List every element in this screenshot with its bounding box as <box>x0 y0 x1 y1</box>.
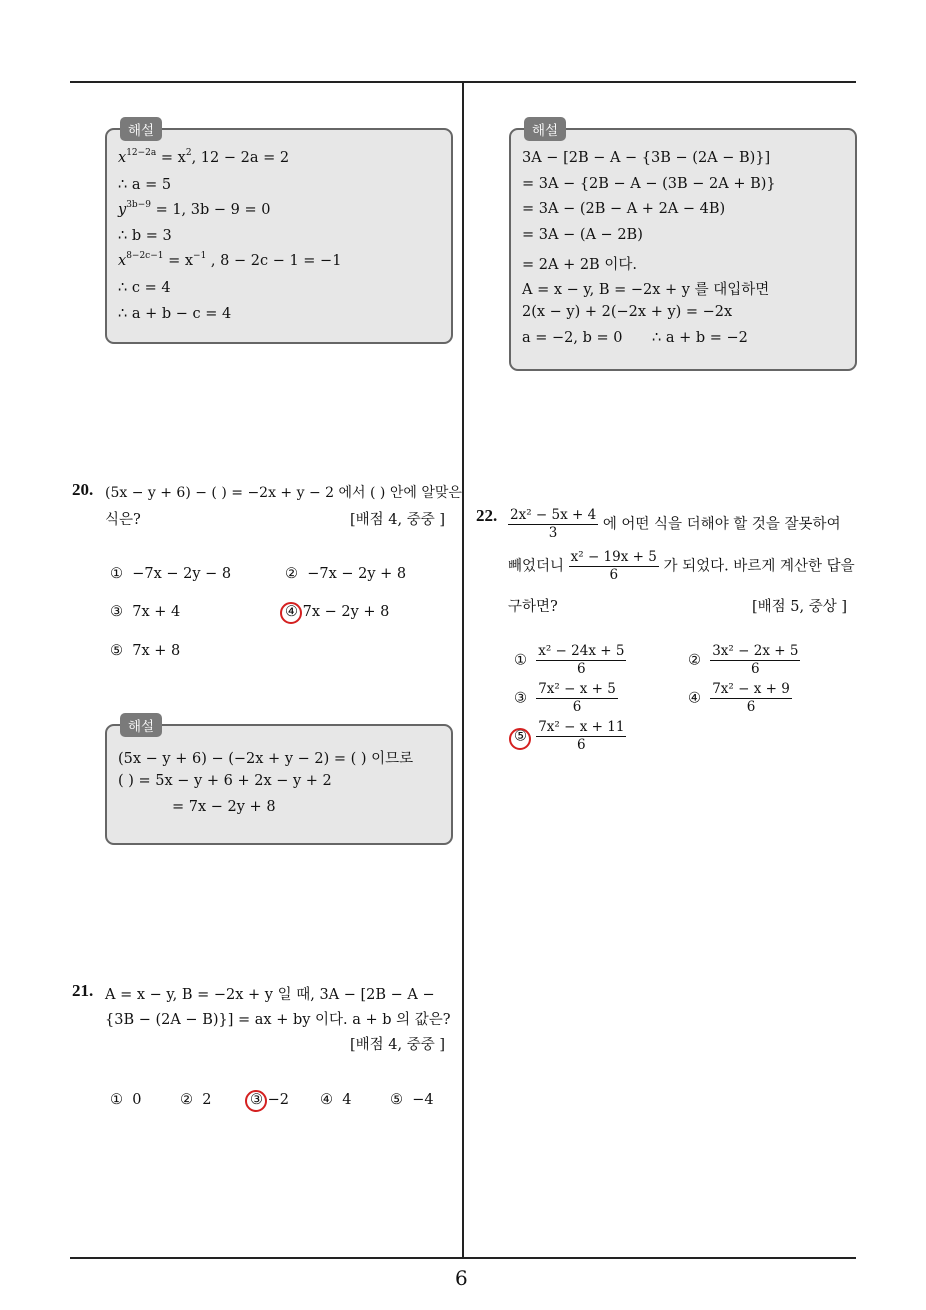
q21-choice-3[interactable]: ③ −2 <box>250 1092 289 1108</box>
solution-label: 해설 <box>120 713 162 737</box>
q22-text-3: 구하면? <box>508 599 558 615</box>
q22-fraction-1: $\frac{\text{2x² − 5x + 4}}{3}$ <box>510 507 597 541</box>
solr-line-8a: a = −2, b = 0 <box>522 330 623 346</box>
solr-line-3: = 3A − (2B − A + 2A − 4B) <box>522 201 726 217</box>
page-number: 6 <box>455 1266 468 1290</box>
q20-text-1: (5x − y + 6) − ( ) = −2x + y − 2 에서 ( ) 안에 알맞은 <box>105 485 462 501</box>
q21-selected-mark <box>245 1090 267 1112</box>
solr-line-8b: ∴ a + b = −2 <box>652 330 748 346</box>
solr-line-5: = 2A + 2B 이다. <box>522 257 637 273</box>
question-number: 21. <box>72 981 94 1000</box>
sol19-line-7: ∴ a + b − c = 4 <box>118 306 232 322</box>
sol19-line-3: $y^{3b-9} = 1$, 3b − 9 = 0 <box>118 200 271 218</box>
sol20-line-1: (5x − y + 6) − (−2x + y − 2) = ( ) 이므로 <box>118 751 414 767</box>
q21-text-2: {3B − (2A − B)}] = ax + by 이다. a + b 의 값은? <box>105 1012 451 1028</box>
solution-label: 해설 <box>524 117 566 141</box>
column-divider <box>462 83 464 1258</box>
q22-choice-1[interactable]: ① $\frac{\text{x² − 24x + 5}}{6}$ <box>514 643 625 677</box>
question-number: 22. <box>476 506 498 525</box>
q22-choice-4[interactable]: ④ $\frac{\text{7x² − x + 9}}{6}$ <box>688 681 790 715</box>
q20-choice-4[interactable]: ④ 7x − 2y + 8 <box>285 604 390 620</box>
solr-line-6: A = x − y, B = −2x + y 를 대입하면 <box>522 282 770 298</box>
solr-line-4: = 3A − (A − 2B) <box>522 227 643 243</box>
q22-choice-3[interactable]: ③ $\frac{\text{7x² − x + 5}}{6}$ <box>514 681 616 715</box>
q20-choice-5[interactable]: ⑤ 7x + 8 <box>110 643 181 659</box>
sol19-line-1: $x^{12-2a} = x^2$, 12 − 2a = 2 <box>118 148 290 166</box>
q21-score: [배점 4, 중중 ] <box>350 1037 446 1053</box>
q21-choice-4[interactable]: ④ 4 <box>320 1092 352 1108</box>
q21-choice-5[interactable]: ⑤ −4 <box>390 1092 434 1108</box>
sol19-line-5: $x^{8-2c-1} = x^{-1}$ , 8 − 2c − 1 = −1 <box>118 251 342 269</box>
bottom-rule <box>70 1257 856 1259</box>
q20-choice-2[interactable]: ② −7x − 2y + 8 <box>285 566 407 582</box>
solr-line-2: = 3A − {2B − A − (3B − 2A + B)} <box>522 176 776 192</box>
sol20-line-2: ( ) = 5x − y + 6 + 2x − y + 2 <box>118 773 332 789</box>
q20-selected-mark <box>280 602 302 624</box>
q20-choice-1[interactable]: ① −7x − 2y − 8 <box>110 566 232 582</box>
sol20-line-3: = 7x − 2y + 8 <box>172 799 276 815</box>
q21-text-1: A = x − y, B = −2x + y 일 때, 3A − [2B − A − <box>105 987 435 1003</box>
q22-line-1: $\frac{\text{2x² − 5x + 4}}{3}$ 에 어떤 식을 더해야 할 것을 잘못하여 <box>510 507 841 541</box>
q22-choice-2[interactable]: ② $\frac{\text{3x² − 2x + 5}}{6}$ <box>688 643 799 677</box>
q20-choice-3[interactable]: ③ 7x + 4 <box>110 604 181 620</box>
q22-fraction-2: $\frac{\text{x² − 19x + 5}}{6}$ <box>570 549 657 583</box>
q20-score: [배점 4, 중중 ] <box>350 512 446 528</box>
q22-line-2: 빼었더니 $\frac{\text{x² − 19x + 5}}{6}$ 가 되었다. 바르게 계산한 답을 <box>508 549 855 583</box>
sol19-line-4: ∴ b = 3 <box>118 228 172 244</box>
q21-choice-1[interactable]: ① 0 <box>110 1092 142 1108</box>
solr-line-1: 3A − [2B − A − {3B − (2A − B)}] <box>522 150 771 166</box>
q20-text-2: 식은? <box>105 512 141 528</box>
sol19-line-2: ∴ a = 5 <box>118 177 172 193</box>
q22-choice-5[interactable]: ⑤ $\frac{\text{7x² − x + 11}}{6}$ <box>514 719 625 753</box>
solution-label: 해설 <box>120 117 162 141</box>
q22-selected-mark <box>509 728 531 750</box>
sol19-line-6: ∴ c = 4 <box>118 280 171 296</box>
q21-choice-2[interactable]: ② 2 <box>180 1092 212 1108</box>
q22-score: [배점 5, 중상 ] <box>752 599 848 615</box>
question-number: 20. <box>72 480 94 499</box>
solr-line-7: 2(x − y) + 2(−2x + y) = −2x <box>522 304 733 320</box>
